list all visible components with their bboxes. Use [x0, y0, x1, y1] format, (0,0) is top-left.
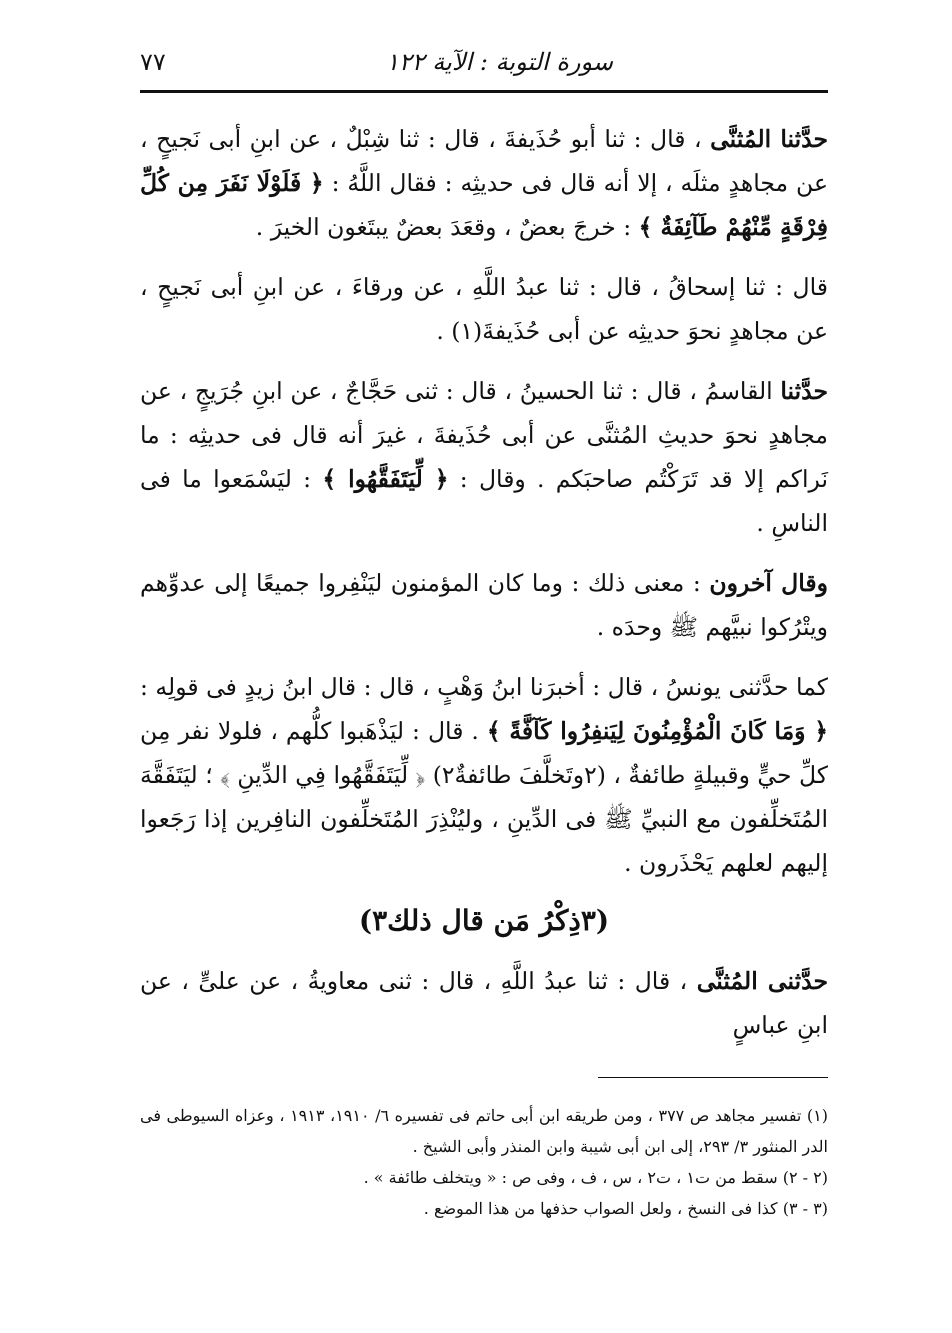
footnotes	[140, 1100, 828, 1224]
paragraph-text: قال : ثنا إسحاقُ ، قال : ثنا عبدُ اللَّهِ ، عن ورقاءَ ، عن ابنِ أبى نَجيحٍ ، عن مجاهدٍ نحوَ حديثِه عن أبى حُذَيفةَ(١) .	[140, 273, 828, 345]
paragraph-tail: . قال : ليَذْهَبوا كلُّهم ، فلولا نفر مِن كلِّ حيٍّ وقبيلةٍ طائفةٌ ، (٢وتَخلَّفَ طائفةٌ٢) ﴿ لِّيَتَفَقَّهُوا فِي الدِّينِ ﴾ ؛ ليَتَفَقَّهَ المُتَخلِّفون مع النبيِّ ﷺ فى الدِّينِ ، وليُنْذِرَ المُتَخلِّفون النافِرين إذا رَجَعوا إليهم لعلهم يَحْذَرون .	[140, 717, 828, 877]
paragraph	[140, 265, 828, 353]
running-header	[140, 40, 828, 93]
footnote-divider	[598, 1077, 828, 1078]
page-number: ٧٧	[140, 48, 166, 76]
paragraph-lead: حدَّثنى المُثنَّى	[696, 967, 828, 995]
paragraph-text: ، قال : ثنا أبو حُذَيفةَ ، قال : ثنا شِبْلٌ ، عن ابنِ أبى نَجيحٍ ، عن مجاهدٍ مثلَه ، إلا أنه قال فى حديثِه : فقال اللَّهُ :	[140, 125, 828, 197]
paragraph-lead: وقال آخرون	[709, 569, 828, 597]
section-heading: (٣ذِكْرُ مَن قال ذلك٣)	[358, 904, 610, 937]
paragraph-tail: : ليَسْمَعوا ما فى الناسِ .	[140, 465, 828, 537]
paragraph	[140, 117, 828, 249]
paragraph-lead: حدَّثنا	[780, 377, 828, 405]
footnote: (٢ - ٢) سقط من ت١ ، ت٢ ، س ، ف ، وفى ص : « ويتخلف طائفة » .	[363, 1168, 828, 1187]
paragraph-text: : معنى ذلك : وما كان المؤمنون ليَنْفِروا جميعًا إلى عدوِّهم ويتْرُكوا نبيَّهم ﷺ وحدَه .	[140, 569, 828, 641]
quran-quote: ﴿ فَلَوْلَا نَفَرَ مِن كُلِّ فِرْقَةٍ مِّنْهُمْ طَآئِفَةٌ ﴾	[140, 169, 828, 241]
paragraph	[140, 665, 828, 885]
book-page	[140, 40, 828, 1300]
paragraph-text: ، قال : ثنا عبدُ اللَّهِ ، قال : ثنى معاويةُ ، عن علىٍّ ، عن ابنِ عباسٍ	[140, 967, 828, 1039]
paragraph-lead: حدَّثنا المُثنَّى	[710, 125, 828, 153]
paragraph-text: القاسمُ ، قال : ثنا الحسينُ ، قال : ثنى حَجَّاجٌ ، عن ابنِ جُرَيجٍ ، عن مجاهدٍ نحوَ حديثِ المُثنَّى عن أبى حُذَيفةَ ، غيرَ أنه قال فى حديثِه : ما نَراكم إلا قد تَرَكْتُم صاحبَكم . وقال :	[140, 377, 828, 493]
paragraph	[140, 561, 828, 649]
quran-quote: ﴿ وَمَا كَانَ الْمُؤْمِنُونَ لِيَنفِرُوا كَآفَّةً ﴾	[486, 717, 828, 745]
footnote: (٣ - ٣) كذا فى النسخ ، ولعل الصواب حذفها من هذا الموضع .	[423, 1199, 828, 1218]
running-title: سورة التوبة : الآية ١٢٢	[385, 48, 613, 76]
paragraph	[140, 369, 828, 545]
main-text	[140, 117, 828, 1047]
paragraph-tail: : خرجَ بعضٌ ، وقعَدَ بعضٌ يبتَغون الخيرَ .	[255, 213, 632, 241]
quran-quote: ﴿ لِّيَتَفَقَّهُوا ﴾	[322, 465, 449, 493]
paragraph-text: كما حدَّثنى يونسُ ، قال : أخبرَنا ابنُ وَهْبٍ ، قال : قال ابنُ زيدٍ فى قولِه :	[140, 673, 828, 701]
paragraph	[140, 959, 828, 1047]
footnote: (١) تفسير مجاهد ص ٣٧٧ ، ومن طريقه ابن أبى حاتم فى تفسيره ٦/ ١٩١٠، ١٩١٣ ، وعزاه السيوطى فى الدر المنثور ٣/ ٢٩٣، إلى ابن أبى شيبة وابن المنذر وأبى الشيخ .	[140, 1106, 829, 1156]
